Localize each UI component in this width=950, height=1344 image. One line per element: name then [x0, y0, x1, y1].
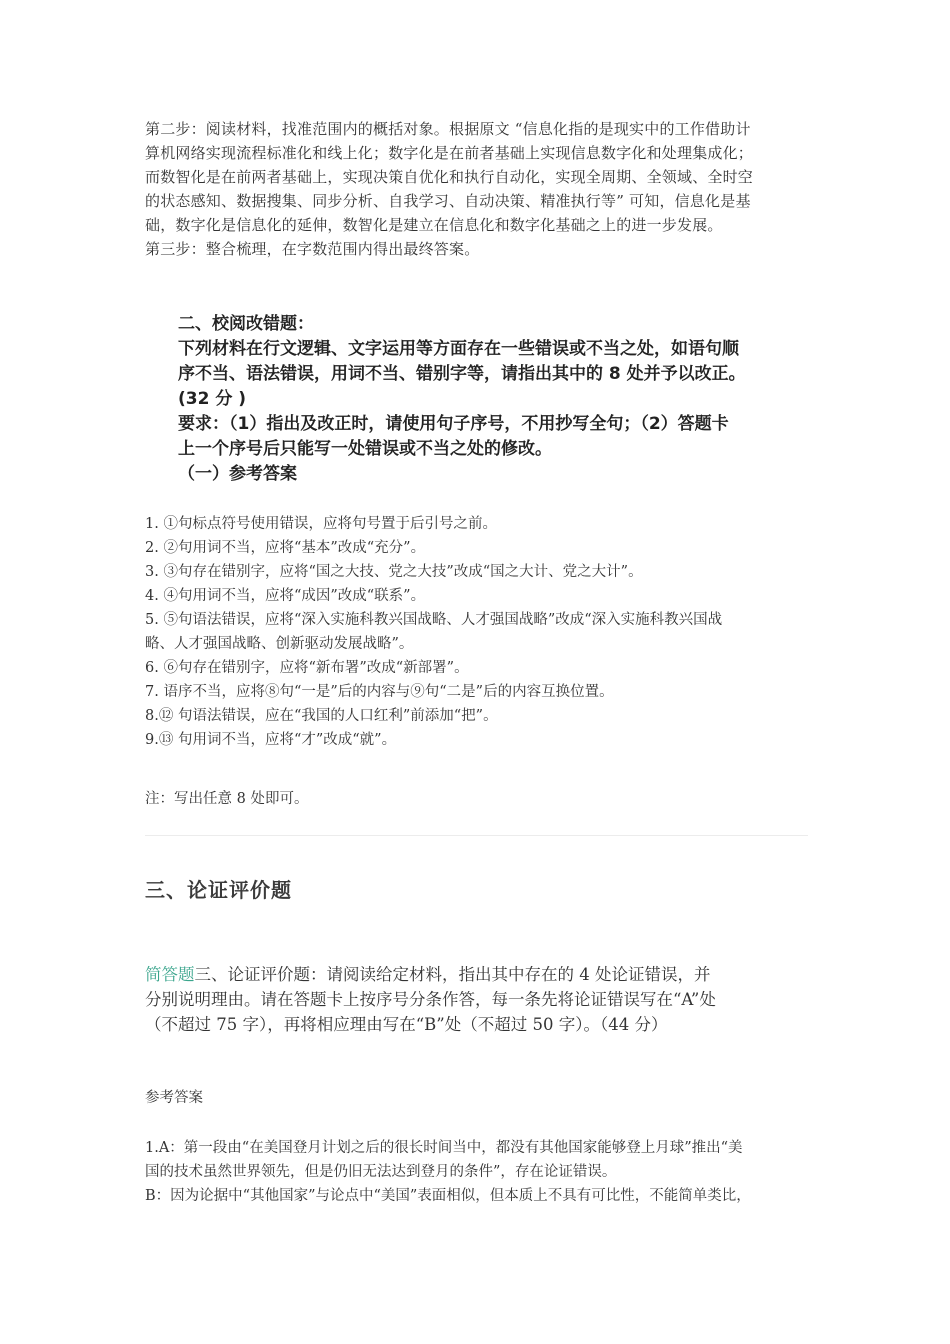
- section2-title: 二、校阅改错题：: [178, 314, 314, 334]
- answer-item: 8.⑫ 句语法错误，应在“我国的人口红利”前添加“把”。: [145, 708, 498, 724]
- section3-heading: 三、论证评价题: [145, 878, 292, 902]
- step2-line: 第二步：阅读材料，找准范围内的概括对象。根据原文 “信息化指的是现实中的工作借助计: [145, 120, 751, 138]
- section2-requirement-line: 上一个序号后只能写一处错误或不当之处的修改。: [178, 439, 552, 459]
- answer-item: 2. ②句用词不当，应将“基本”改成“充分”。: [145, 540, 426, 556]
- answer-note: 注：写出任意 8 处即可。: [145, 791, 309, 807]
- question-type-tag[interactable]: 简答题: [145, 965, 195, 984]
- section-divider: [145, 835, 808, 836]
- question-line-1: [145, 962, 810, 987]
- reference-answer-label: 参考答案: [145, 1090, 203, 1106]
- section2-score: (32 分 ): [178, 389, 247, 409]
- section3-answers: [145, 1136, 810, 1208]
- section3-question: [145, 962, 810, 1037]
- answer-item: 3. ③句存在错别字，应将“国之大技、党之大技”改成“国之大计、党之大计”。: [145, 564, 643, 580]
- section2-instruction-line: 下列材料在行文逻辑、文字运用等方面存在一些错误或不当之处，如语句顺: [178, 339, 739, 359]
- answer-item: 1. ①句标点符号使用错误，应将句号置于后引号之前。: [145, 516, 497, 532]
- section2-instruction-line: 序不当、语法错误，用词不当、错别字等，请指出其中的 8 处并予以改正。: [178, 364, 746, 384]
- question-line: 分别说明理由。请在答题卡上按序号分条作答，每一条先将论证错误写在“A”处: [145, 990, 716, 1009]
- step2-line: 算机网络实现流程标准化和线上化；数字化是在前者基础上实现信息数字化和处理集成化；: [145, 144, 754, 162]
- answer-item: 7. 语序不当，应将⑧句“一是”后的内容与⑨句“二是”后的内容互换位置。: [145, 684, 614, 700]
- step2-line: 的状态感知、数据搜集、同步分析、自我学习、自动决策、精准执行等” 可知，信息化是基: [145, 192, 751, 210]
- question-line: （不超过 75 字），再将相应理由写在“B”处（不超过 50 字）。（44 分）: [145, 1015, 668, 1034]
- answer-list: [145, 512, 810, 752]
- section3-answer-line: B：因为论据中“其他国家”与论点中“美国”表面相似，但本质上不具有可比性，不能简单类比，: [145, 1188, 751, 1204]
- answer-item-continued: 略、人才强国战略、创新驱动发展战略”。: [145, 636, 414, 652]
- step3-line: 第三步：整合梳理，在字数范围内得出最终答案。: [145, 240, 480, 258]
- section2-requirement-line: 要求：（1）指出及改正时，请使用句子序号，不用抄写全句；（2）答题卡: [178, 414, 729, 434]
- question-text: 三、论证评价题：请阅读给定材料，指出其中存在的 4 处论证错误，并: [194, 965, 711, 984]
- answer-item: 5. ⑤句语法错误，应将“深入实施科教兴国战略、人才强国战略”改成“深入实施科教兴国战: [145, 612, 723, 628]
- answer-item: 9.⑬ 句用词不当，应将“才”改成“就”。: [145, 732, 397, 748]
- section2-answer-heading: （一）参考答案: [178, 464, 297, 484]
- step2-line: 而数智化是在前两者基础上，实现决策自优化和执行自动化，实现全周期、全领域、全时空: [145, 168, 754, 186]
- section3-answer-line: 1.A：第一段由“在美国登月计划之后的很长时间当中，都没有其他国家能够登上月球”推出“美: [145, 1140, 743, 1156]
- section3-answer-line: 国的技术虽然世界领先，但是仍旧无法达到登月的条件”，存在论证错误。: [145, 1164, 617, 1180]
- section2-block: [178, 312, 810, 487]
- step2-paragraph: [145, 117, 810, 261]
- step2-line: 础，数字化是信息化的延伸，数智化是建立在信息化和数字化基础之上的进一步发展。: [145, 216, 723, 234]
- answer-item: 4. ④句用词不当，应将“成因”改成“联系”。: [145, 588, 426, 604]
- answer-item: 6. ⑥句存在错别字，应将“新布署”改成“新部署”。: [145, 660, 469, 676]
